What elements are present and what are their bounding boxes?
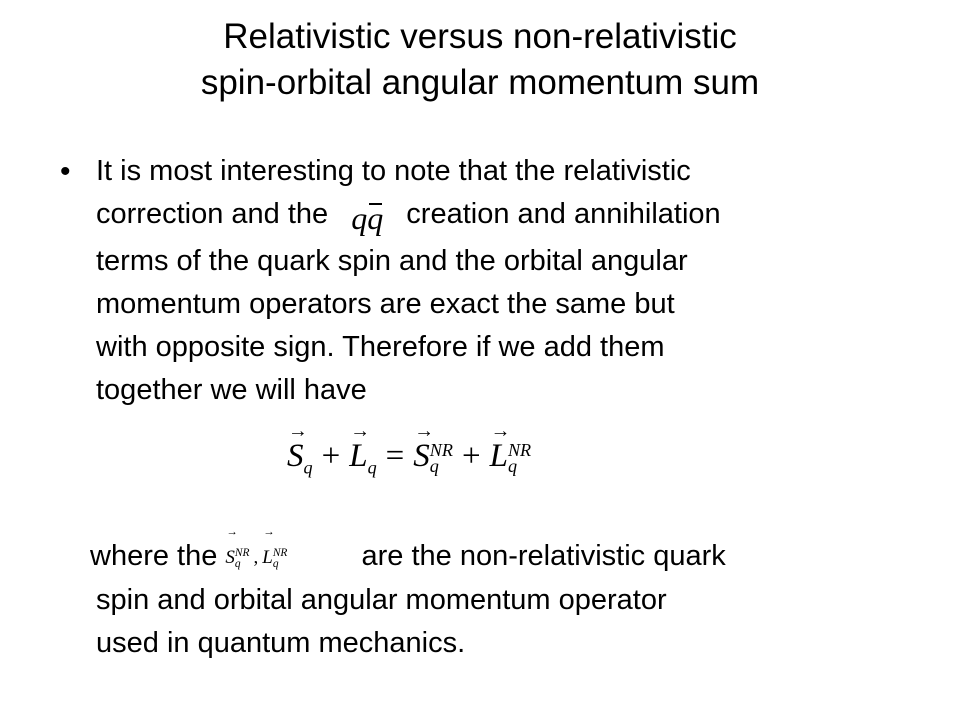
vector-s-q: → S — [287, 420, 308, 474]
para2-line-3: used in quantum mechanics. — [96, 627, 466, 659]
vector-arrow-icon: → — [263, 526, 275, 538]
para2-line-1 — [90, 526, 726, 579]
title-line-1: Relativistic versus non-relativistic — [223, 17, 737, 56]
spin-orbital-equation: → $S_q$ + → $L_q$ = → S NR q + → L NR q — [287, 420, 532, 478]
vector-arrow-icon: → — [350, 420, 370, 442]
vector-l-q: → L — [349, 420, 370, 474]
slide-title — [0, 14, 960, 106]
para2-line-1-end: are the non-relativistic quark — [361, 540, 726, 572]
para1-line-2-start: correction and the — [96, 198, 329, 230]
vector-arrow-icon: → — [490, 420, 511, 442]
vector-arrow-icon: → — [414, 420, 435, 442]
para1-line-4: momentum operators are exact the same but — [96, 288, 675, 320]
para1-line-6: together we will have — [96, 374, 367, 406]
title-line-2: spin-orbital angular momentum sum — [200, 63, 760, 102]
vector-arrow-icon: → — [226, 526, 238, 538]
nr-operators-math: → S NR q , → L NR q — [225, 526, 288, 570]
paragraph-2 — [90, 526, 726, 665]
vector-arrow-icon: → — [288, 420, 308, 442]
para2-line-2: spin and orbital angular momentum operator — [96, 584, 667, 616]
paragraph-1 — [96, 150, 721, 412]
para1-line-3: terms of the quark spin and the orbital angular — [96, 245, 688, 277]
vector-l-q-nr: → L — [489, 420, 511, 474]
equals-sign: = — [385, 438, 405, 474]
para1-line-2 — [96, 193, 721, 240]
para1-line-5: with opposite sign. Therefore if we add them — [96, 331, 665, 363]
para2-line-1-start: where the — [90, 540, 218, 572]
bullet-marker: • — [60, 155, 71, 188]
plus-sign: + — [321, 438, 341, 474]
qq-bar-math: qq — [336, 197, 398, 240]
para1-line-1: It is most interesting to note that the relativistic — [96, 155, 691, 187]
para1-line-2-end: creation and annihilation — [406, 198, 721, 230]
vector-s-q-nr: → S — [413, 420, 435, 474]
plus-sign-2: + — [461, 438, 481, 474]
